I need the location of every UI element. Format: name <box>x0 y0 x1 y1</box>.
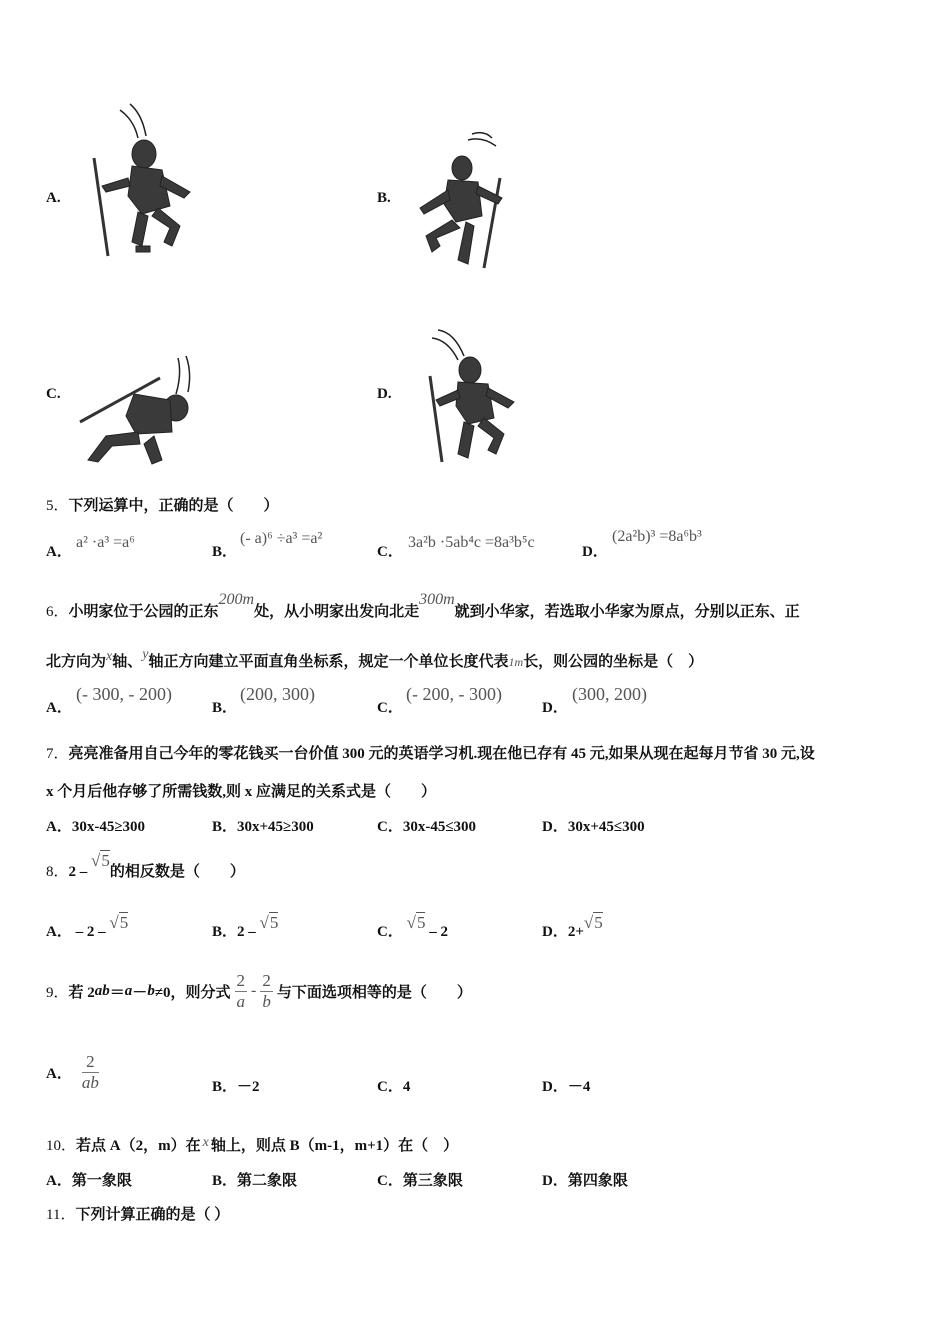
q9-option-a-num: 2 <box>82 1052 99 1073</box>
q5-option-d-label: D． <box>582 544 608 560</box>
q6-text-5: 轴、 <box>112 654 143 670</box>
q7-option-c: C．30x-45≤300 <box>377 819 477 835</box>
q9-minus: － <box>132 984 148 1001</box>
q6-option-b-coord: (200, 300) <box>240 684 315 704</box>
q6-text-7: 长，则公园的坐标是（ ） <box>523 654 704 670</box>
q8-option-a <box>46 913 129 941</box>
q8-option-d <box>542 913 603 941</box>
q5-option-a-expr: a² ·a³ =a⁶ <box>76 534 135 551</box>
monkey-king-figure-c <box>76 352 204 468</box>
q10-post: 轴上，则点 B（m-1，m+1）在（ ） <box>210 1138 459 1154</box>
q9-a: a <box>124 982 133 999</box>
q6-number: 6． <box>46 604 69 620</box>
q8-option-c-label: C． <box>377 924 403 940</box>
q6-distance-east: 200m <box>218 591 255 608</box>
q9-option-a-fraction <box>82 1052 99 1093</box>
q8-option-c-sqrt <box>407 913 426 932</box>
q8-number: 8． <box>46 864 69 880</box>
q6-option-b-label: B． <box>212 700 238 716</box>
q8-post: 的相反数是（ ） <box>109 864 245 880</box>
q11-stem <box>46 1203 229 1224</box>
q10-number: 10． <box>46 1138 77 1154</box>
q6-option-c-coord: (- 200, - 300) <box>406 684 502 704</box>
q9-fraction-2 <box>260 971 273 1012</box>
q9-post: 与下面选项相等的是（ ） <box>276 984 472 1001</box>
q10-x-axis: x <box>202 1135 209 1150</box>
q6-x-axis: x <box>106 649 113 664</box>
q9-stem <box>46 966 472 1016</box>
q7-stem-line2: x 个月后他存够了所需钱数,则 x 应满足的关系式是（ ） <box>46 784 437 800</box>
q9-fraction-minus: - <box>251 982 257 999</box>
q8-option-a-sqrt <box>109 913 128 932</box>
q8-option-c-radicand: 5 <box>416 913 426 932</box>
q9-ne: ≠0，则分式 <box>154 984 231 1001</box>
q9-fraction-1-num: 2 <box>236 970 246 990</box>
q5-option-b-expr: (- a)⁶ ÷a³ =a² <box>240 530 323 547</box>
q5-stem-text: 下列运算中，正确的是（ ） <box>68 498 279 514</box>
sqrt-symbol: √ <box>259 913 269 932</box>
q6-text-4: 北方向为 <box>46 654 107 670</box>
q7-option-a: A．30x-45≥300 <box>46 819 146 835</box>
sqrt-symbol: √ <box>109 913 119 932</box>
q10-option-d: D．第四象限 <box>542 1173 628 1189</box>
q10-option-a: A．第一象限 <box>46 1173 132 1189</box>
q9-eq: ＝ <box>109 984 125 1001</box>
q8-option-d-label: D． <box>542 924 568 940</box>
q10-stem <box>46 1134 458 1155</box>
q7-option-b: B．30x+45≥300 <box>212 819 314 835</box>
monkey-king-figure-a <box>72 96 204 266</box>
q6-text-6: 轴正方向建立平面直角坐标系，规定一个单位长度代表 <box>148 654 509 670</box>
q7-text-1: 亮亮准备用自己今年的零花钱买一台价值 300 元的英语学习机.现在他已存有 45 元,如果从现在起每月节省 30 元,设 <box>68 746 815 762</box>
q5-number: 5． <box>46 498 69 514</box>
q5-option-a-label: A． <box>46 544 72 560</box>
q10-option-c: C．第三象限 <box>377 1173 463 1189</box>
q8-stem <box>46 851 245 881</box>
q6-option-a-coord: (- 300, - 200) <box>76 684 172 704</box>
q8-option-b-sqrt <box>260 913 279 932</box>
q9-fraction-1 <box>235 971 248 1012</box>
q9-fraction-2-den: b <box>262 991 271 1011</box>
q9-pre: 若 2 <box>68 984 95 1001</box>
q6-distance-north: 300m <box>419 591 455 608</box>
q5-option-c-expr: 3a²b ·5ab⁴c =8a³b⁵c <box>408 534 535 551</box>
sqrt-symbol: √ <box>583 913 594 932</box>
q6-option-d-label: D． <box>542 700 568 716</box>
q7-option-d: D．30x+45≤300 <box>542 819 645 835</box>
sqrt-symbol: √ <box>91 851 101 870</box>
q8-pre: 2 – <box>68 864 88 880</box>
q6-stem-line2 <box>46 647 704 671</box>
q9-option-d: D．－4 <box>542 1079 591 1095</box>
q6-text-3: 就到小华家，若选取小华家为原点，分别以正东、正 <box>454 604 800 620</box>
q8-sqrt <box>91 851 110 870</box>
q8-option-b-radicand: 5 <box>269 913 279 932</box>
q9-option-a-label: A． <box>46 1065 72 1082</box>
q9-option-b: B．－2 <box>212 1079 260 1095</box>
q9-fraction-2-num: 2 <box>262 970 271 990</box>
q4-option-b-label: B. <box>377 190 391 206</box>
q11-number: 11． <box>46 1207 76 1223</box>
q8-option-c <box>377 913 448 941</box>
q8-option-d-pre: 2+ <box>567 924 584 940</box>
q10-option-b: B．第二象限 <box>212 1173 298 1189</box>
q6-stem-line1 <box>46 591 800 621</box>
q8-option-a-radicand: 5 <box>119 913 129 932</box>
q8-option-d-radicand: 5 <box>594 913 603 932</box>
q8-option-a-pre: – 2 – <box>75 924 106 940</box>
sqrt-symbol: √ <box>406 913 416 932</box>
q5-option-d-expr: (2a²b)³ =8a⁶b³ <box>612 528 702 545</box>
q8-radicand: 5 <box>101 851 110 870</box>
q6-y-axis: y <box>142 647 149 662</box>
q9-option-c: C．4 <box>377 1079 411 1095</box>
q6-option-c-label: C． <box>377 700 403 716</box>
q9-option-a <box>46 1048 99 1096</box>
q8-option-b <box>212 913 279 941</box>
q10-pre: 若点 A（2，m）在 <box>76 1138 201 1154</box>
q8-option-d-sqrt <box>584 913 603 932</box>
q6-unit-length: 1m <box>508 655 524 669</box>
q5-option-c-label: C． <box>377 544 403 560</box>
q5-stem <box>46 494 279 515</box>
q8-option-a-label: A． <box>46 924 72 940</box>
q8-option-b-pre: 2 – <box>237 924 256 940</box>
q9-b: b <box>147 982 155 999</box>
q8-option-c-post: – 2 <box>429 924 448 940</box>
q6-option-d-coord: (300, 200) <box>572 684 647 704</box>
q5-option-b-label: B． <box>212 544 238 560</box>
monkey-king-figure-d <box>420 326 520 466</box>
q9-number: 9． <box>46 984 69 1001</box>
q4-option-d-label: D. <box>377 386 392 402</box>
q11-stem-text: 下列计算正确的是（ ） <box>75 1207 230 1223</box>
q7-number: 7． <box>46 746 69 762</box>
q4-option-a-label: A. <box>46 190 61 206</box>
q9-ab: ab <box>94 982 110 999</box>
q9-fraction-1-den: a <box>236 991 246 1011</box>
q6-text-2: 处，从小明家出发向北走 <box>254 604 420 620</box>
monkey-king-figure-b <box>412 128 512 273</box>
q4-option-c-label: C. <box>46 386 61 402</box>
q8-option-b-label: B． <box>212 924 238 940</box>
q6-option-a-label: A． <box>46 700 72 716</box>
q7-stem-line1 <box>46 742 815 763</box>
q6-text-1: 小明家位于公园的正东 <box>68 604 219 620</box>
q9-option-a-den: ab <box>81 1072 99 1092</box>
